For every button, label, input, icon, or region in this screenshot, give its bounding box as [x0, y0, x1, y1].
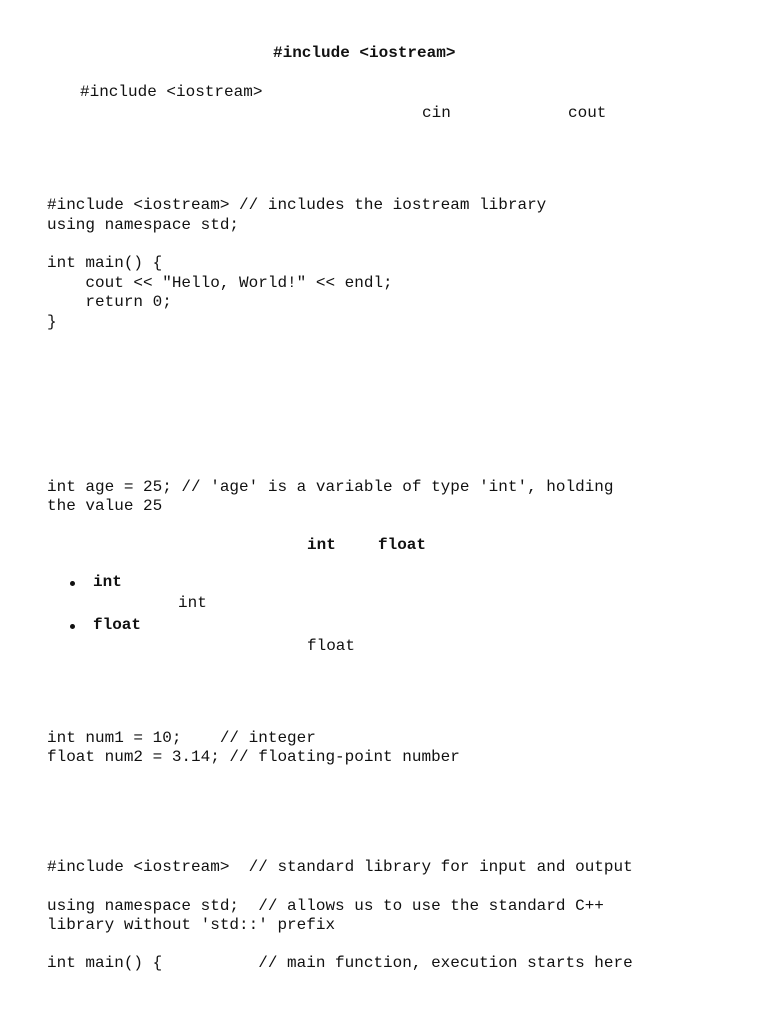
code-line: library without 'std::' prefix: [47, 916, 336, 934]
bullet-detail: float: [307, 637, 356, 655]
code-line: return 0;: [47, 293, 172, 311]
bullet-term: float: [93, 616, 142, 634]
cin-word: cin: [422, 104, 451, 122]
include-text: #include <iostream>: [80, 83, 263, 101]
bullet-icon: [70, 624, 75, 629]
code-line: int num1 = 10; // integer: [47, 729, 316, 747]
code-line: float num2 = 3.14; // floating-point number: [47, 748, 460, 766]
code-line: }: [47, 312, 57, 331]
code-line: int main() { // main function, execution starts here: [47, 954, 633, 972]
page-title: #include <iostream>: [273, 44, 456, 62]
type-float-label: float: [378, 536, 427, 554]
code-line: using namespace std;: [47, 215, 240, 234]
age-example-line: the value 25: [47, 497, 163, 515]
code-line: int main() {: [47, 254, 163, 272]
cout-word: cout: [568, 104, 607, 122]
bullet-icon: [70, 581, 75, 586]
code-line: using namespace std; // allows us to use the standard C++: [47, 897, 604, 915]
age-example-line: int age = 25; // 'age' is a variable of type 'int', holding: [47, 478, 614, 496]
code-line: #include <iostream> // standard library for input and output: [47, 858, 633, 876]
bullet-detail: int: [178, 594, 207, 612]
code-line: cout << "Hello, World!" << endl;: [47, 273, 393, 292]
bullet-term: int: [93, 573, 122, 591]
type-int-label: int: [307, 536, 336, 554]
code-line: #include <iostream> // includes the iostream library: [47, 196, 547, 214]
